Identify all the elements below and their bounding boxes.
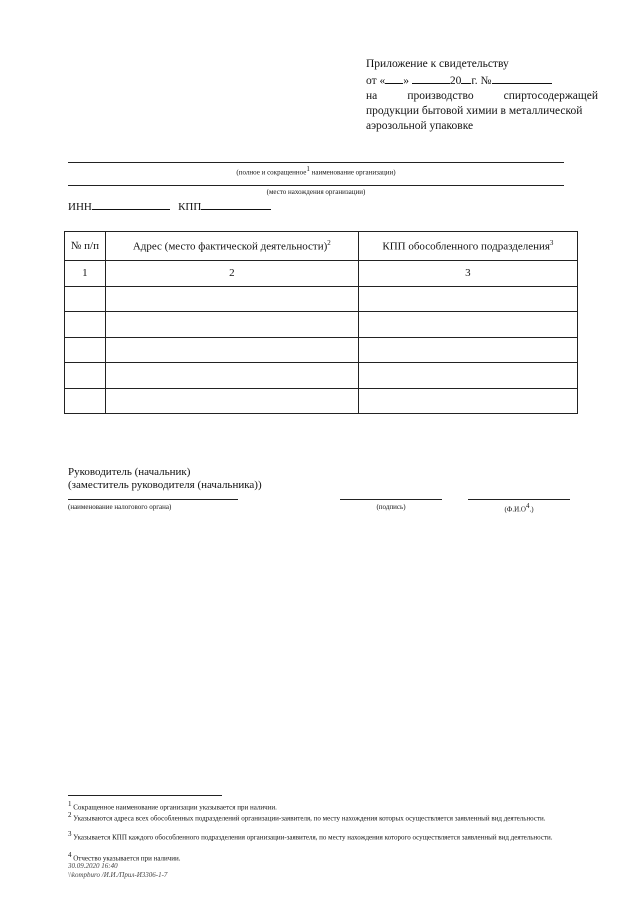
footer-timestamp: 30.09.2020 16:40 bbox=[68, 862, 118, 870]
table-cell bbox=[358, 337, 577, 363]
tax-authority-caption: (наименование налогового органа) bbox=[68, 503, 172, 511]
org-location-caption: (место нахождения организации) bbox=[266, 188, 366, 196]
fio-line bbox=[468, 499, 570, 500]
fio-caption: $(Ф.И.О^4.)$ bbox=[504, 502, 534, 514]
header-line-4: продукции бытовой химии в металлической bbox=[366, 105, 583, 117]
table-numbering-row bbox=[65, 261, 578, 287]
table-cell bbox=[358, 363, 577, 389]
header-line-2: от « » 20 г. № bbox=[366, 72, 598, 89]
table-row bbox=[65, 286, 578, 312]
year-blank bbox=[461, 72, 471, 84]
signature-caption: (подпись) bbox=[376, 503, 406, 511]
table-row bbox=[65, 312, 578, 338]
table-cell bbox=[65, 286, 106, 312]
footnote-2: $^2$ Указываются адреса всех обособленных подразделений организации-заявителя, по месту нахождения которых осуществляется заявленный вид деятельности. bbox=[68, 811, 546, 823]
header-cell-number: № п/п bbox=[65, 232, 106, 261]
inn-kpp-row bbox=[68, 199, 271, 213]
table-row bbox=[65, 388, 578, 414]
header-block bbox=[366, 57, 598, 134]
table-row bbox=[65, 337, 578, 363]
footnote-separator bbox=[68, 795, 222, 796]
table-cell bbox=[358, 388, 577, 414]
footnote-4: $^4$ Отчество указывается при наличии. bbox=[68, 851, 181, 863]
table-cell bbox=[105, 312, 358, 338]
month-blank bbox=[412, 72, 450, 84]
inn-label: ИНН bbox=[68, 201, 92, 213]
org-name-caption: (полное и сокращенное$^1$ наименование организации) bbox=[236, 165, 396, 177]
signature-title-line-1: Руководитель (начальник) bbox=[68, 466, 191, 478]
table-header-row bbox=[65, 232, 578, 261]
footnote-3: $^3$ Указывается КПП каждого обособленного подразделения организации-заявителя, по месту нахождения которого осуществляется заявленный вид деятельности. bbox=[68, 830, 553, 842]
header-line-3: на производство спиртосодержащей bbox=[366, 90, 598, 102]
numbering-cell: 1 bbox=[65, 261, 106, 287]
signature-title bbox=[68, 466, 262, 492]
footnote-1: $^1$ Сокращенное наименование организации указывается при наличии. bbox=[68, 800, 277, 812]
header-cell-address: Адрес (место фактической деятельности)$^2$ bbox=[105, 232, 358, 261]
table-cell bbox=[65, 363, 106, 389]
inn-blank bbox=[92, 199, 170, 210]
table-row bbox=[65, 363, 578, 389]
table-cell bbox=[65, 337, 106, 363]
signature-line bbox=[340, 499, 442, 500]
numbering-cell: 3 bbox=[358, 261, 577, 287]
table-cell bbox=[105, 388, 358, 414]
tax-authority-line bbox=[68, 499, 238, 500]
subdivisions-table bbox=[64, 231, 578, 414]
table-cell bbox=[105, 337, 358, 363]
header-line-5: аэрозольной упаковке bbox=[366, 120, 474, 132]
header-line-1: Приложение к свидетельству bbox=[366, 58, 509, 70]
table-cell bbox=[358, 312, 577, 338]
table-cell bbox=[65, 388, 106, 414]
table-cell bbox=[65, 312, 106, 338]
day-blank bbox=[385, 72, 403, 84]
org-location-line bbox=[68, 185, 564, 186]
kpp-blank bbox=[201, 199, 271, 210]
header-cell-kpp: КПП обособленного подразделения$^3$ bbox=[358, 232, 577, 261]
footer-file-ref: \\kompburo /И.И./Прил-И3306-1-7 bbox=[68, 871, 168, 879]
table-cell bbox=[105, 363, 358, 389]
numbering-cell: 2 bbox=[105, 261, 358, 287]
kpp-label: КПП bbox=[178, 201, 202, 213]
number-blank bbox=[492, 72, 552, 84]
table-cell bbox=[105, 286, 358, 312]
table-cell bbox=[358, 286, 577, 312]
org-name-line bbox=[68, 162, 564, 163]
signature-title-line-2: (заместитель руководителя (начальника)) bbox=[68, 479, 262, 491]
